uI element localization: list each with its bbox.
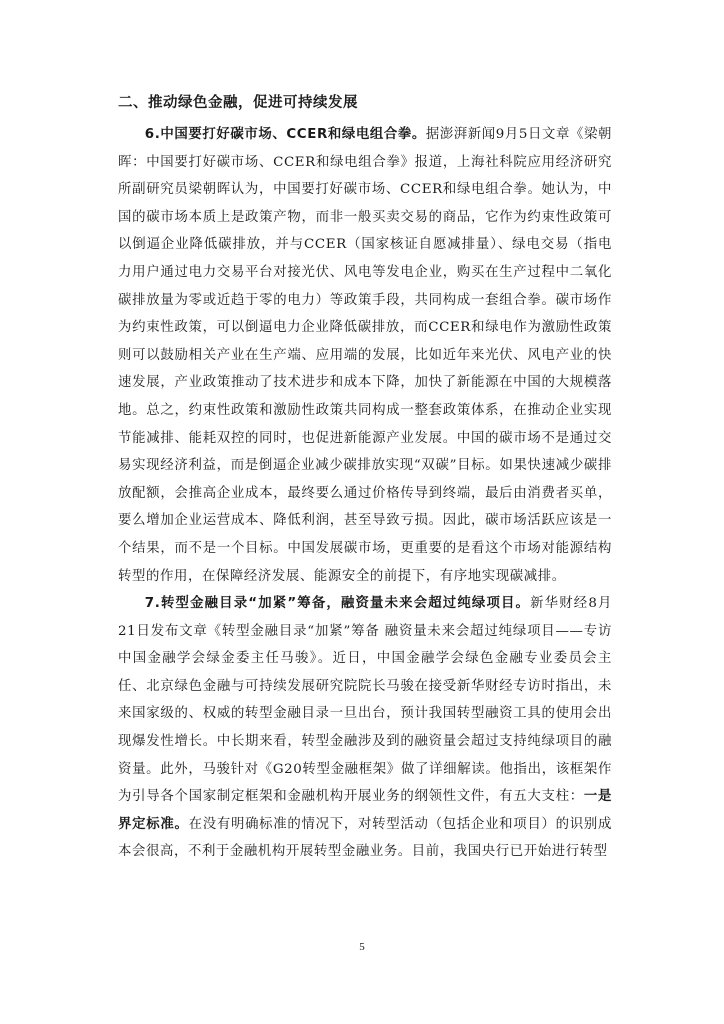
item-7-tail: 在没有明确标准的情况下，对转型活动（包括企业和项目）的识别成本会很高，不利于金融机构开展转型金融业务。目前，我国央行已开始进行转型 xyxy=(118,816,613,860)
item-7-title: 7.转型金融目录“加紧”筹备，融资量未来会超过纯绿项目。 xyxy=(144,596,531,612)
item-7-body: 新华财经8月21日发布文章《转型金融目录“加紧”筹备 融资量未来会超过纯绿项目——专访中国金融学会绿金委主任马骏》。近日，中国金融学会绿色金融专业委员会主任、北京绿色金融与可持续发展研究院院长马骏在接受新华财经专访时指出，未来国家级的、权威的转型金融目录一旦出台，预计我国转型融资工具的使用会出现爆发性增长。中长期来看，转型金融涉及到的融资量会超过支持纯绿项目的融资量。此外，马骏针对《G20转型金融框架》做了详细解读。他指出，该框架作为引导各个国家制定框架和金融机构开展业务的纲领性文件，有五大支柱： xyxy=(118,596,612,805)
item-6-body: 据澎湃新闻9月5日文章《梁朝晖：中国要打好碳市场、CCER和绿电组合拳》报道，上海社科院应用经济研究所副研究员梁朝晖认为，中国要打好碳市场、CCER和绿电组合拳。她认为，中国的碳市场本质上是政策产物，而非一般买卖交易的商品，它作为约束性政策可以倒逼企业降低碳排放，并与CCER（国家核证自愿减排量）、绿电交易（指电力用户通过电力交易平台对接光伏、风电等发电企业，购买在生产过程中二氧化碳排放量为零或近趋于零的电力）等政策手段，共同构成一套组合拳。碳市场作为约束性政策，可以倒逼电力企业降低碳排放，而CCER和绿电作为激励性政策则可以鼓励相关产业在生产端、应用端的发展，比如近年来光伏、风电产业的快速发展，产业政策推动了技术进步和成本下降，加快了新能源在中国的大规模落地。总之，约束性政策和激励性政策共同构成一整套政策体系，在推动企业实现节能减排、能耗双控的同时，也促进新能源产业发展。中国的碳市场不是通过交易实现经济利益，而是倒逼企业减少碳排放实现“双碳”目标。如果快速减少碳排放配额，会推高企业成本，最终要么通过价格传导到终端，最后由消费者买单，要么增加企业运营成本、降低利润，甚至导致亏损。因此，碳市场活跃应该是一个结果，而不是一个目标。中国发展碳市场，更重要的是看这个市场对能源结构转型的作用，在保障经济发展、能源安全的前提下，有序地实现碳减排。 xyxy=(118,127,612,584)
paragraph-item-6 xyxy=(118,121,612,590)
paragraph-item-7 xyxy=(118,590,612,866)
document-body xyxy=(118,93,612,866)
item-7-pillar-label: 一是界定标准。 xyxy=(118,789,612,832)
section-heading: 二、推动绿色金融，促进可持续发展 xyxy=(118,95,358,111)
item-6-title: 6.中国要打好碳市场、CCER和绿电组合拳。 xyxy=(144,127,426,142)
page-number: 5 xyxy=(359,941,365,953)
